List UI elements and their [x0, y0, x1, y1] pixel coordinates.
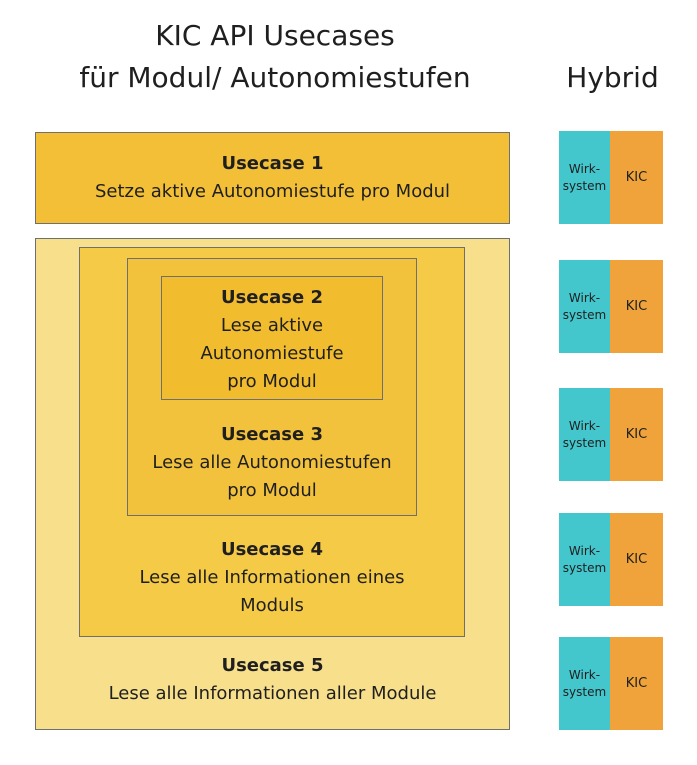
wirksystem-cell: [559, 260, 610, 353]
usecase-2-label: [161, 284, 383, 396]
usecase-4-heading: Usecase 4: [220, 539, 324, 560]
wirksystem-label-line2: system: [562, 435, 607, 450]
usecase-5-heading: Usecase 5: [221, 655, 324, 676]
diagram-title-line1: KIC API Usecases: [155, 19, 395, 52]
wirksystem-label-line1: Wirk-: [568, 290, 601, 305]
usecase-3-description-line2: pro Modul: [227, 480, 317, 501]
hybrid-block-usecase-4: [559, 513, 663, 606]
usecase-5-label: [35, 652, 510, 708]
hybrid-block-usecase-2: [559, 260, 663, 353]
wirksystem-label-line1: Wirk-: [568, 418, 601, 433]
diagram-title-line2: für Modul/ Autonomiestufen: [79, 61, 471, 94]
wirksystem-label-line2: system: [562, 684, 607, 699]
hybrid-block-usecase-1: [559, 131, 663, 224]
usecase-4-description-line2: Moduls: [240, 595, 304, 616]
usecase-3-heading: Usecase 3: [220, 424, 324, 445]
kic-cell: KIC: [610, 388, 663, 481]
wirksystem-cell: [559, 513, 610, 606]
usecase-2-description-line3: pro Modul: [227, 371, 317, 392]
usecase-2-description-line1: Lese aktive: [220, 315, 324, 336]
wirksystem-label-line2: system: [562, 560, 607, 575]
hybrid-block-usecase-3: [559, 388, 663, 481]
wirksystem-cell: [559, 637, 610, 730]
usecase-1-label: [35, 150, 510, 206]
usecase-2-description-line2: Autonomiestufe: [200, 343, 344, 364]
wirksystem-label-line2: system: [562, 178, 607, 193]
kic-cell: KIC: [610, 131, 663, 224]
usecase-5-description: Lese alle Informationen aller Module: [108, 683, 437, 704]
usecase-3-description-line1: Lese alle Autonomiestufen: [152, 452, 392, 473]
wirksystem-label-line2: system: [562, 307, 607, 322]
kic-cell: KIC: [610, 637, 663, 730]
wirksystem-label-line1: Wirk-: [568, 667, 601, 682]
hybrid-column-title: Hybrid: [566, 61, 659, 94]
wirksystem-label-line1: Wirk-: [568, 161, 601, 176]
usecase-3-label: [127, 421, 417, 505]
usecase-1-description: Setze aktive Autonomiestufe pro Modul: [94, 181, 451, 202]
usecase-4-label: [79, 536, 465, 620]
usecase-2-heading: Usecase 2: [220, 287, 324, 308]
wirksystem-label-line1: Wirk-: [568, 543, 601, 558]
kic-cell: KIC: [610, 260, 663, 353]
usecase-4-description-line1: Lese alle Informationen eines: [139, 567, 405, 588]
usecase-1-heading: Usecase 1: [221, 153, 324, 174]
hybrid-block-usecase-5: [559, 637, 663, 730]
wirksystem-cell: [559, 131, 610, 224]
wirksystem-cell: [559, 388, 610, 481]
kic-cell: KIC: [610, 513, 663, 606]
